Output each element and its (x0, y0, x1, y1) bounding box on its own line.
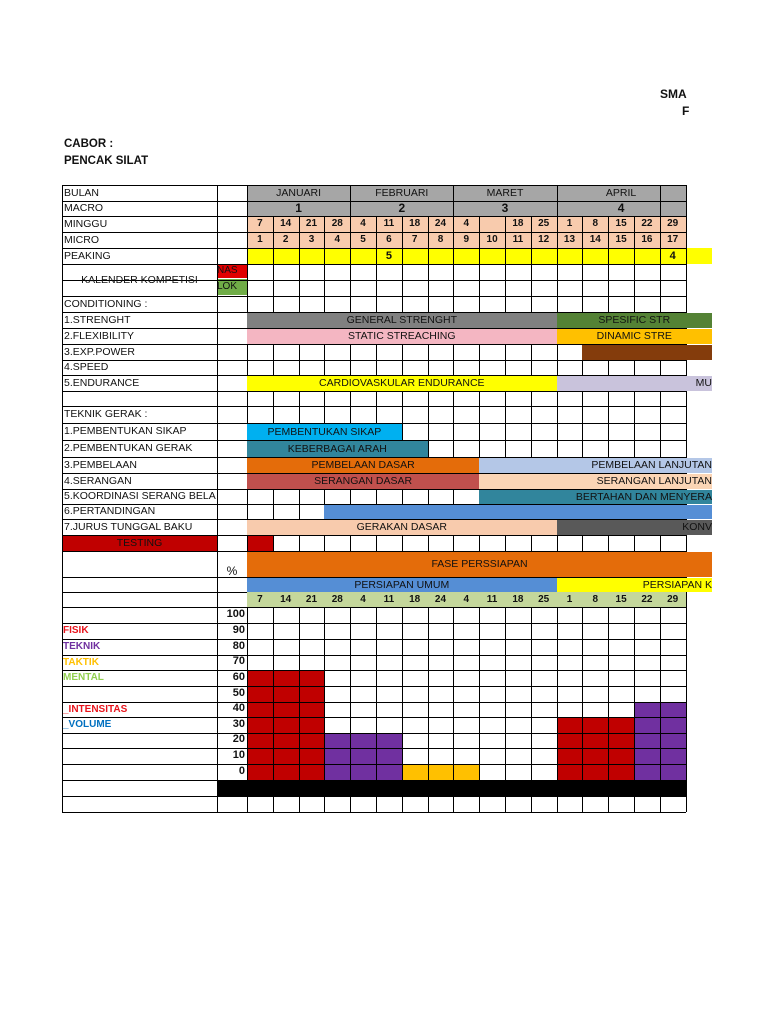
row-label-teknik: TEKNIK GERAK : (64, 408, 148, 420)
bar-mu: MU (557, 376, 712, 391)
grid-line (686, 670, 687, 780)
row-label-flexibility: 2.FLEXIBILITY (64, 330, 135, 342)
grid-line (247, 670, 248, 780)
bar-pertandingan (324, 505, 712, 519)
grid-line (557, 670, 558, 780)
micro-cell: 8 (437, 234, 444, 245)
minggu-cell: 24 (434, 218, 447, 229)
row-label-pertandingan: 6.PERTANDINGAN (64, 505, 156, 517)
row-label-bulan: BULAN (64, 187, 100, 199)
micro-cell: 1 (257, 234, 263, 245)
grid-line (62, 796, 686, 797)
bar-serangan-lanjutan: SERANGAN LANJUTAN (479, 474, 712, 489)
minggu2-cell: 24 (434, 594, 447, 605)
micro-cell: 4 (334, 234, 341, 245)
legend-item: TAKTIK (63, 657, 99, 668)
grid-line (402, 670, 403, 780)
minggu2-cell: 15 (615, 594, 627, 605)
legend-item: _VOLUME (63, 719, 112, 730)
micro-cell: 6 (386, 234, 392, 245)
minggu2-cell: 8 (592, 594, 599, 605)
bar-static-streaching: STATIC STREACHING (247, 329, 557, 344)
minggu2-cell: 29 (667, 594, 679, 605)
minggu2-cell: 11 (383, 594, 395, 605)
minggu2-cell: 28 (331, 594, 343, 605)
minggu2-cell: 22 (641, 594, 653, 605)
micro-cell: 3 (308, 234, 315, 245)
scale-value: 40 (232, 702, 245, 714)
bar-fase-persiapan: FASE PERSSIAPAN (247, 552, 712, 577)
micro-cell: 10 (486, 234, 498, 245)
minggu2-cell: 25 (538, 594, 550, 605)
micro-cell: 5 (360, 234, 366, 245)
grid-line (505, 670, 506, 780)
row-label-gerak: 2.PEMBENTUKAN GERAK (64, 442, 193, 454)
row-label-serangan: 4.SERANGAN (64, 475, 132, 487)
scale-value: 70 (232, 655, 245, 667)
minggu-cell: 21 (305, 218, 318, 229)
minggu-cell: 11 (383, 218, 395, 229)
bar-dinamic-streaching: DINAMIC STRE (557, 329, 712, 344)
minggu-cell: 7 (257, 218, 263, 229)
legend-item: FISIK (63, 625, 89, 636)
row-label-exp_power: 3.EXP.POWER (64, 346, 135, 358)
grid-line (350, 670, 351, 780)
bar-konv: KONV (557, 520, 712, 535)
row-label-macro: MACRO (64, 202, 104, 214)
legend-item: TEKNIK (63, 641, 101, 652)
month-3: MARET (486, 187, 524, 199)
minggu-cell: 1 (566, 218, 573, 229)
row-label-pembelaan: 3.PEMBELAAN (64, 459, 137, 471)
minggu-cell: 14 (280, 218, 292, 229)
minggu-cell: 8 (592, 218, 599, 229)
row-label-conditioning: CONDITIONING : (64, 298, 148, 310)
grid-line (660, 670, 661, 780)
minggu2-cell: 18 (409, 594, 421, 605)
grid-line (428, 670, 429, 780)
bar-serangan-dasar: SERANGAN DASAR (247, 474, 479, 489)
micro-cell: 7 (411, 234, 418, 245)
grid-line (531, 670, 532, 780)
scale-value: 50 (232, 687, 245, 699)
macro-2: 2 (398, 201, 406, 215)
row-label-sikap: 1.PEMBENTUKAN SIKAP (64, 425, 187, 437)
grid-line (634, 670, 635, 780)
scale-value: 20 (232, 733, 245, 745)
minggu-cell: 15 (615, 218, 627, 229)
grid-line (324, 670, 325, 780)
micro-cell: 17 (667, 234, 679, 245)
chart-bar (660, 702, 686, 780)
chart-bar (428, 764, 454, 780)
peaking-5: 5 (385, 250, 392, 262)
grid-line (247, 717, 686, 718)
grid-line (62, 812, 686, 813)
micro-cell: 15 (615, 234, 627, 245)
row-label-jurus: 7.JURUS TUNGGAL BAKU (64, 521, 193, 533)
grid-line (582, 670, 583, 780)
minggu-cell: 18 (512, 218, 524, 229)
bar-persiapan-khusus: PERSIAPAN K (557, 578, 712, 592)
bar-pembentukan-sikap: PEMBENTUKAN SIKAP (247, 424, 402, 440)
minggu2-cell: 21 (305, 594, 318, 605)
minggu-cell: 18 (409, 218, 421, 229)
row-label-koordinasi: 5.KOORDINASI SERANG BELA (64, 490, 216, 502)
minggu-cell: 28 (331, 218, 343, 229)
grid-line (247, 702, 686, 703)
grid-line (247, 686, 686, 687)
minggu-cell: 25 (538, 218, 550, 229)
scale-value: 0 (238, 765, 245, 777)
grid-line (376, 670, 377, 780)
month-2: FEBRUARI (375, 187, 429, 199)
row-label-peaking: PEAKING (64, 250, 111, 262)
row-label-micro: MICRO (64, 234, 99, 246)
micro-cell: 13 (563, 234, 576, 245)
micro-cell: 12 (538, 234, 550, 245)
macro-1: 1 (295, 201, 302, 215)
minggu2-cell: 4 (360, 594, 366, 605)
chart-bar (402, 764, 428, 780)
month-4: APRIL (605, 187, 637, 199)
row-label-strenght: 1.STRENGHT (64, 314, 131, 326)
legend-item: MENTAL (63, 672, 104, 683)
bar-cardio: CARDIOVASKULAR ENDURANCE (247, 376, 557, 391)
row-label-kalender: KALENDER KOMPETISI (81, 274, 198, 286)
grid-line (299, 670, 300, 780)
minggu2-cell: 7 (257, 594, 263, 605)
bar-spesific-strenght: SPESIFIC STR (557, 313, 712, 328)
header-text-sma: SMA (660, 87, 687, 101)
grid-line (608, 670, 609, 780)
lok-label: LOK (217, 281, 238, 292)
testing-label: TESTING (116, 537, 163, 549)
row-label-endurance: 5.ENDURANCE (64, 377, 140, 389)
micro-cell: 14 (589, 234, 601, 245)
sport-name: PENCAK SILAT (64, 155, 149, 167)
macro-4: 4 (617, 201, 625, 215)
bar-persiapan-umum: PERSIAPAN UMUM (247, 578, 557, 592)
header-text-f: F (682, 104, 690, 118)
minggu-cell: 4 (463, 218, 470, 229)
bar-general-strenght: GENERAL STRENGHT (247, 313, 557, 328)
row-label-minggu: MINGGU (64, 218, 108, 230)
cabor-label: CABOR : (64, 138, 114, 150)
minggu2-cell: 11 (486, 594, 498, 605)
minggu-cell: 29 (667, 218, 679, 229)
scale-value: 80 (232, 640, 245, 652)
micro-cell: 11 (512, 234, 524, 245)
chart-bar (376, 733, 402, 780)
minggu2-cell: 4 (463, 594, 470, 605)
scale-value: 90 (232, 624, 245, 636)
bar-pembelaan-dasar: PEMBELAAN DASAR (247, 458, 479, 473)
bar-exp-power (582, 345, 712, 360)
peaking-4: 4 (669, 250, 676, 262)
macro-3: 3 (501, 201, 509, 215)
scale-value: 100 (226, 608, 245, 620)
grid-line (62, 391, 686, 392)
row-label-speed: 4.SPEED (64, 361, 109, 373)
testing-mark (247, 535, 273, 551)
minggu2-cell: 14 (280, 594, 292, 605)
minggu2-cell: 18 (512, 594, 524, 605)
micro-cell: 16 (641, 234, 653, 245)
chart-bar (350, 733, 376, 780)
chart-bar (634, 702, 660, 780)
micro-cell: 2 (282, 234, 289, 245)
percent-label: % (226, 564, 238, 578)
bar-keberbagai-arah: KEBERBAGAI ARAH (247, 441, 428, 457)
micro-cell: 9 (463, 234, 470, 245)
minggu-cell (479, 216, 505, 232)
scale-value: 30 (232, 718, 245, 730)
bar-gerakan-dasar: GERAKAN DASAR (247, 520, 557, 535)
scale-value: 60 (232, 671, 245, 683)
minggu-cell: 22 (641, 218, 653, 229)
grid-line (247, 733, 686, 734)
legend-item: _INTENSITAS (63, 704, 128, 715)
grid-line (247, 764, 686, 765)
chart-baseline (217, 780, 686, 796)
minggu2-cell: 1 (566, 594, 573, 605)
grid-line (479, 670, 480, 780)
chart-bar (324, 733, 350, 780)
chart-bar (453, 764, 479, 780)
grid-line (273, 670, 274, 780)
minggu-cell: 4 (360, 218, 366, 229)
grid-line (247, 748, 686, 749)
bar-bertahan: BERTAHAN DAN MENYERA (479, 490, 712, 504)
grid-line (247, 670, 686, 671)
nas-label: NAS (217, 265, 238, 276)
bar-pembelaan-lanjutan: PEMBELAAN LANJUTAN (479, 458, 712, 473)
grid-line (453, 670, 454, 780)
scale-value: 10 (232, 749, 245, 761)
month-1: JANUARI (276, 187, 322, 199)
grid-line (62, 607, 686, 608)
